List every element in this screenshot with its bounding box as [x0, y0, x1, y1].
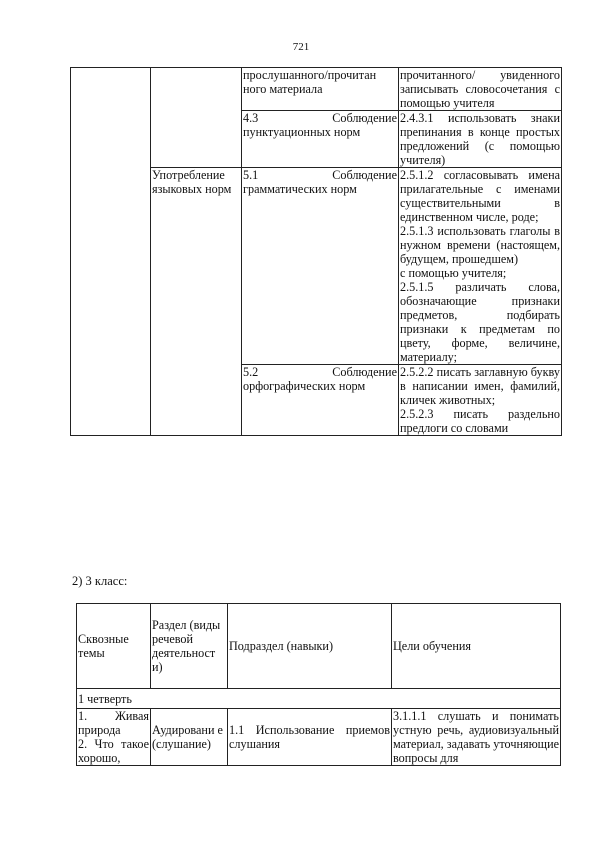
section-cell: Аудировани е (слушание): [151, 709, 228, 766]
section-cell: Употребление языковых норм: [151, 168, 242, 436]
header-cell: Сквозные темы: [77, 604, 151, 689]
header-cell: Подраздел (навыки): [228, 604, 392, 689]
subsection-cell: 4.3 Соблюдение пунктуационных норм: [242, 111, 399, 168]
subsection-cell: 1.1 Использование приемов слушания: [228, 709, 392, 766]
table-row: [71, 68, 562, 111]
quarter-label: 1 четверть: [77, 689, 561, 709]
objective-item: 2.5.1.5 различать слова, обозначающие признаки предметов, подбирать признаки к предметам по цвету, форме, величине, материалу;: [400, 280, 560, 364]
objective-cell: 3.1.1.1 слушать и понимать устную речь, аудиовизуальный материал, задавать уточняющие вопросы для: [393, 709, 559, 765]
header-cell: Раздел (виды речевой деятельност и): [151, 604, 228, 689]
objective-item: с помощью учителя;: [400, 266, 507, 280]
page-number: 721: [292, 41, 310, 53]
header-cell: Цели обучения: [392, 604, 561, 689]
table-header-row: [77, 604, 561, 689]
table-row: [77, 709, 561, 766]
quarter-row: [77, 689, 561, 709]
curriculum-table-grade-2: [70, 67, 562, 436]
section-cell: [151, 68, 242, 168]
section-heading: 2) 3 класс:: [72, 574, 128, 588]
objective-item: 2.5.2.3 писать раздельно предлоги со словами: [400, 407, 560, 435]
objective-cell: прочитанного/ увиденного записывать словосочетания с помощью учителя: [400, 68, 560, 110]
subsection-cell: 5.1 Соблюдение грамматических норм: [242, 168, 399, 365]
curriculum-table-grade-3: [76, 603, 561, 766]
cross-cutting-theme-cell: [77, 709, 151, 766]
theme-item: 1. Живая природа: [78, 709, 149, 737]
subsection-cell: 5.2 Соблюдение орфографических норм: [242, 365, 399, 436]
objective-item: 2.5.2.2 писать заглавную букву в написании имен, фамилий, кличек животных;: [400, 365, 560, 407]
subsection-cell: прослушанного/прочитан ного материала: [242, 68, 399, 111]
cross-cutting-theme-cell: [71, 68, 151, 436]
theme-item: 2. Что такое хорошо,: [78, 737, 149, 765]
objective-item: 2.5.1.2 согласовывать имена прилагательные с именами существительными в единственном числе, роде;: [400, 168, 560, 224]
objective-item: 2.5.1.3 использовать глаголы в нужном времени (настоящем, будущем, прошедшем): [400, 224, 560, 266]
objective-cell: [399, 365, 562, 436]
objective-cell: 2.4.3.1 использовать знаки препинания в конце простых предложений (с помощью учителя): [400, 111, 560, 167]
objective-cell: [399, 168, 562, 365]
